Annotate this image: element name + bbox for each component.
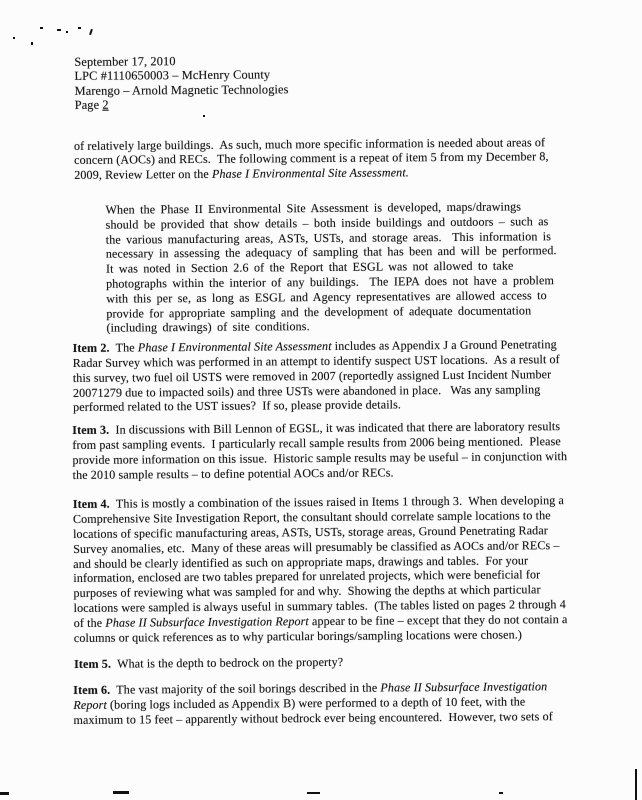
scan-speckle [31,42,33,45]
header-site-name: Marengo – Arnold Magnetic Technologies [74,82,289,98]
scan-edge-mark [113,791,129,794]
page-number: 2 [102,97,109,112]
item-3-paragraph: Item 3. In discussions with Bill Lennon of EGSL, it was indicated that there are laboratory results from past sampling events. I particularly recall sample results from 2006 being mentioned. Please provide more information on this issue. Historic sample results may be useful – in conjunction with the 2010 sample results – to define potential AOCs and/or RECs. [72,419,568,482]
scan-speckle [78,27,81,29]
item-6-paragraph: Item 6. The vast majority of the soil borings described in the Phase II Subsurface Investigation Report (boring logs included as Appendix B) were performed to a depth of 10 feet, with the maximum to 15 feet – apparently without bedrock ever being encountered. However, two sets of [73,679,553,727]
item-5-paragraph: Item 5. What is the depth to bedrock on the property? [74,655,344,672]
scan-speckle [203,115,205,117]
scan-edge-mark [0,792,9,795]
item-4-paragraph: Item 4. This is mostly a combination of the issues raised in Items 1 through 3. When developing a Comprehensive Site Investigation Report, the consultant should correlate sample locations to the locations of specific manufacturing areas, ASTs, USTs, storage areas, Ground Penetrating Radar Survey anomalies, etc. Many of these areas will presumably be classified as AOCs and/or RECs – and should be clearly identified as such on appropriate maps, drawings and tables. For your information, enclosed are two tables prepared for unrelated projects, which were beneficial for purposes of reviewing what was sampled for and why. Showing the depths at which particular locations were sampled is always useful in summary tables. (The tables listed on pages 2 through 4 of the Phase II Subsurface Investigation Report appear to be fine – except that they do not contain a columns or quick references as to why particular borings/sampling locations were chosen.) [72,493,568,645]
scan-edge-mark [307,792,320,794]
scan-speckle [13,37,15,39]
page-label: Page [74,97,100,113]
header-date: September 17, 2010 [74,54,176,69]
item-2-paragraph: Item 2. The Phase I Environmental Site Assessment includes as Appendix J a Ground Penetrating Radar Survey which was performed in an attempt to identify suspect UST locations. As a result of this survey, two fuel oil USTS were removed in 2007 (reportedly assigned Lust Incident Number 20071279 due to impacted soils) and three USTs were abandoned in place. Was any sampling performed related to the UST issues? If so, please provide details. [72,337,560,415]
scan-edge-bar [635,769,637,800]
scan-speckle [66,31,68,33]
intro-paragraph: of relatively large buildings. As such, much more specific information is needed about areas of concern (AOCs) and RECs. The following comment is a repeat of item 5 from my December 8, 2009, Review Letter on the Phase I Environmental Site Assessment. [73,134,549,183]
blockquote-paragraph: When the Phase II Environmental Site Assessment is developed, maps/drawings should be provided that show details – both inside buildings and outdoors – such as the various manufacturing areas, ASTs, USTs, and storage areas. This information is necessary in assessing the adequacy of sampling that has been and will be performed. It was noted in Section 2.6 of the Report that ESGL was not allowed to take photographs within the interior of any buildings. The IEPA does not have a problem with this per se, as long as ESGL and Agency representatives are allowed access to provide for appropriate sampling and the development of adequate documentation (including drawings) of site conditions. [105,199,557,336]
scan-speckle [40,27,43,29]
letter-header [74,50,639,112]
scan-speckle [57,29,61,31]
header-reference-number: LPC #1110650003 – McHenry County [74,67,271,84]
scan-edge-mark [499,792,503,794]
